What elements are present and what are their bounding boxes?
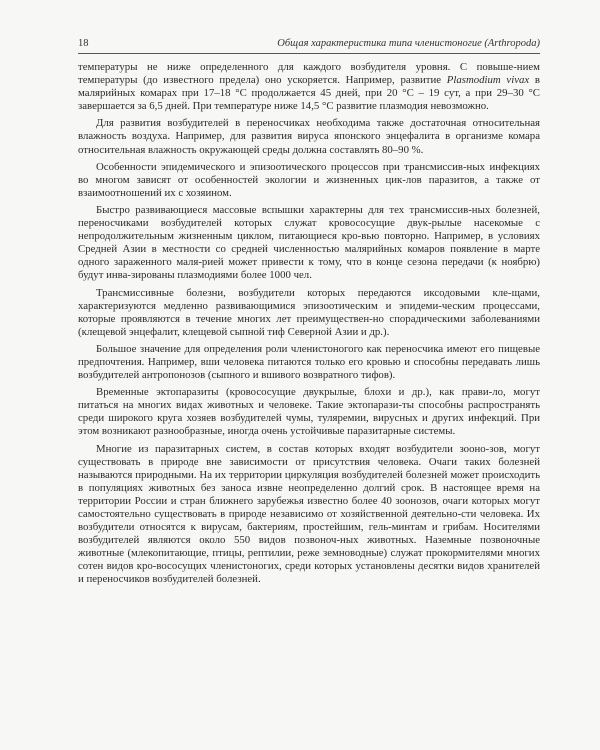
paragraph-1 [78,61,540,113]
paragraph-7: Временные эктопаразиты (кровососущие двукрылые, блохи и др.), как прави-ло, могут питаться на многих видах животных и человеке. Такие эктопарази-ты способны распространять среди широкого круга хозяев возбудителей чумы, туляремии, вирусных и других инфекций. При этом возникают разнообразные, иногда очень устойчивые паразитарные системы. [78,386,540,438]
paragraph-2: Для развития возбудителей в переносчиках необходима также достаточная относительная влажность воздуха. Например, для развития вируса японского энцефалита в организме комара относительная влажность окружающей среды должна составлять 80–90 %. [78,117,540,156]
paragraph-4: Быстро развивающиеся массовые вспышки характерны для тех трансмиссив-ных болезней, переносчиками возбудителей которых служат кровососущие двук-рылые насекомые с непродолжительным жизненным циклом, питающиеся кро-вью повторно. Например, в условиях Средней Азии в местности со средней численностью малярийных комаров появление в марте одного зараженного маля-рией может привести к тому, что в конце сезона передачи (к ноябрю) будут инва-зированы плазмодиями более 1000 чел. [78,203,540,282]
paragraph-8: Многие из паразитарных систем, в состав которых входят возбудители зооно-зов, могут существовать в природе вне зависимости от присутствия человека. Очаги таких болезней называются природными. На их территории циркуляция возбудителей болезней может происходить в популяциях животных без заноса извне неопределенно долгий срок. В настоящее время на территории России и стран ближнего зарубежья известно более 40 зоонозов, очаги которых могут самостоятельно существовать в природе независимо от хозяйственной деятельно-сти человека. Их возбудители относятся к вирусам, бактериям, простейшим, гель-минтам и грибам. Носителями возбудителей являются около 550 видов позвоноч-ных животных. Наземные позвоночные животные (млекопитающие, птицы, рептилии, реже земноводные) служат прокормителями многих сотен видов кро-вососущих членистоногих, среди которых установлены десятки видов хранителей и переносчиков возбудителей болезней. [78,442,540,586]
page-number: 18 [78,38,89,49]
species-name: Plasmodium vivax [446,74,530,87]
paragraph-6: Большое значение для определения роли членистоногого как переносчика имеют его пищевые предпочтения. Например, вши человека питаются только его кровью и способны передавать лишь возбудителей антропонозов (сыпного и вшивого возвратного тифов). [78,342,540,382]
page-body [78,61,540,587]
paragraph-5: Трансмиссивные болезни, возбудители которых передаются иксодовыми кле-щами, характеризуются медленно развивающимися эпизоотическим и эпидеми-ческим процессами, которые проявляются в течение многих лет преимуществен-но спорадическими заболеваниями (клещевой энцефалит, клещевой сыпной тиф Северной Азии и др.). [78,286,540,338]
paragraph-1-text-a: температуры не ниже определенного для каждого возбудителя уровня. С повыше-нием температуры (до известного предела) оно ускоряется. Например, развитие [78,61,540,87]
paragraph-1-text-b: в малярийных комарах при 17–18 °С продолжается 45 дней, при 20 °С – 19 сут, а при 29–30 °С завершается за 6,5 дней. При температуре ниже 14,5 °С развитие плазмодия невозможно. [78,74,540,113]
running-title: Общая характеристика типа членистоногие (Arthropoda) [277,38,540,49]
paragraph-3: Особенности эпидемического и эпизоотического процессов при трансмиссив-ных инфекциях во многом зависят от особенностей экологии и жизненных цик-лов паразитов, а также от взаимоотношений их с хозяином. [78,160,540,199]
running-header [78,38,540,54]
